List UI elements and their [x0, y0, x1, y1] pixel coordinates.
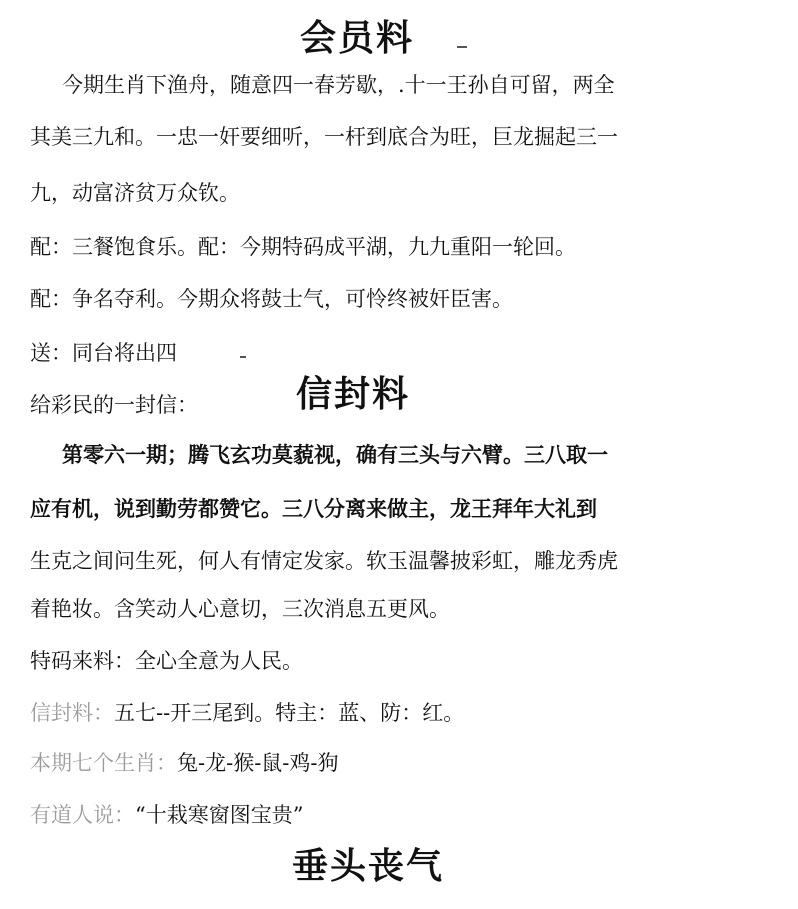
member-title: 会员料 — [300, 17, 415, 59]
envelope-line-2: 应有机，说到勤劳都赞它。三八分离来做主，龙王拜年大礼到 — [30, 496, 597, 521]
letter-to-players-line: 给彩民的一封信： — [30, 393, 198, 417]
special-code-value: 全心全意为人民。 — [135, 649, 303, 673]
scan-speck — [457, 46, 467, 48]
idiom-title: 垂头丧气 — [292, 845, 445, 887]
member-line-3: 九，动富济贫万众钦。 — [30, 181, 240, 205]
saying-label: 有道人说： — [30, 803, 135, 827]
envelope-line-3: 生克之间问生死，何人有情定发家。软玉温馨披彩虹，雕龙秀虎 — [30, 549, 618, 573]
saying-value: “十栽寒窗图宝贵” — [135, 803, 304, 827]
special-code-line — [30, 646, 303, 676]
special-code-label: 特码来料： — [30, 649, 135, 673]
envelope-line-1: 第零六一期；腾飞玄功莫藐视，确有三头与六臂。三八取一 — [62, 442, 608, 467]
zodiac-label: 本期七个生肖： — [30, 751, 177, 775]
envelope-line-4: 着艳妆。含笑动人心意切，三次消息五更风。 — [30, 597, 450, 621]
envelope-title: 信封料 — [296, 373, 411, 415]
member-line-1: 今期生肖下渔舟，随意四一春芳歇，.十一王孙自可留，两全 — [62, 73, 615, 97]
zodiac-line — [30, 748, 338, 778]
member-gift-line: 送：同台将出四 — [30, 341, 177, 365]
envelope-code-value: 五七--开三尾到。特主：蓝、防：红。 — [114, 701, 465, 725]
zodiac-value: 兔-龙-猴-鼠-鸡-狗 — [177, 751, 339, 775]
scan-speck — [240, 356, 246, 358]
member-pair-line-2: 配：争名夺利。今期众将鼓士气，可怜终被奸臣害。 — [30, 287, 513, 311]
saying-line — [30, 800, 303, 830]
envelope-code-line — [30, 698, 464, 728]
envelope-code-label: 信封料： — [30, 701, 114, 725]
member-line-2: 其美三九和。一忠一奸要细听，一杆到底合为旺，巨龙掘起三一 — [30, 125, 618, 149]
member-pair-line-1: 配：三餐饱食乐。配：今期特码成平湖，九九重阳一轮回。 — [30, 235, 576, 259]
